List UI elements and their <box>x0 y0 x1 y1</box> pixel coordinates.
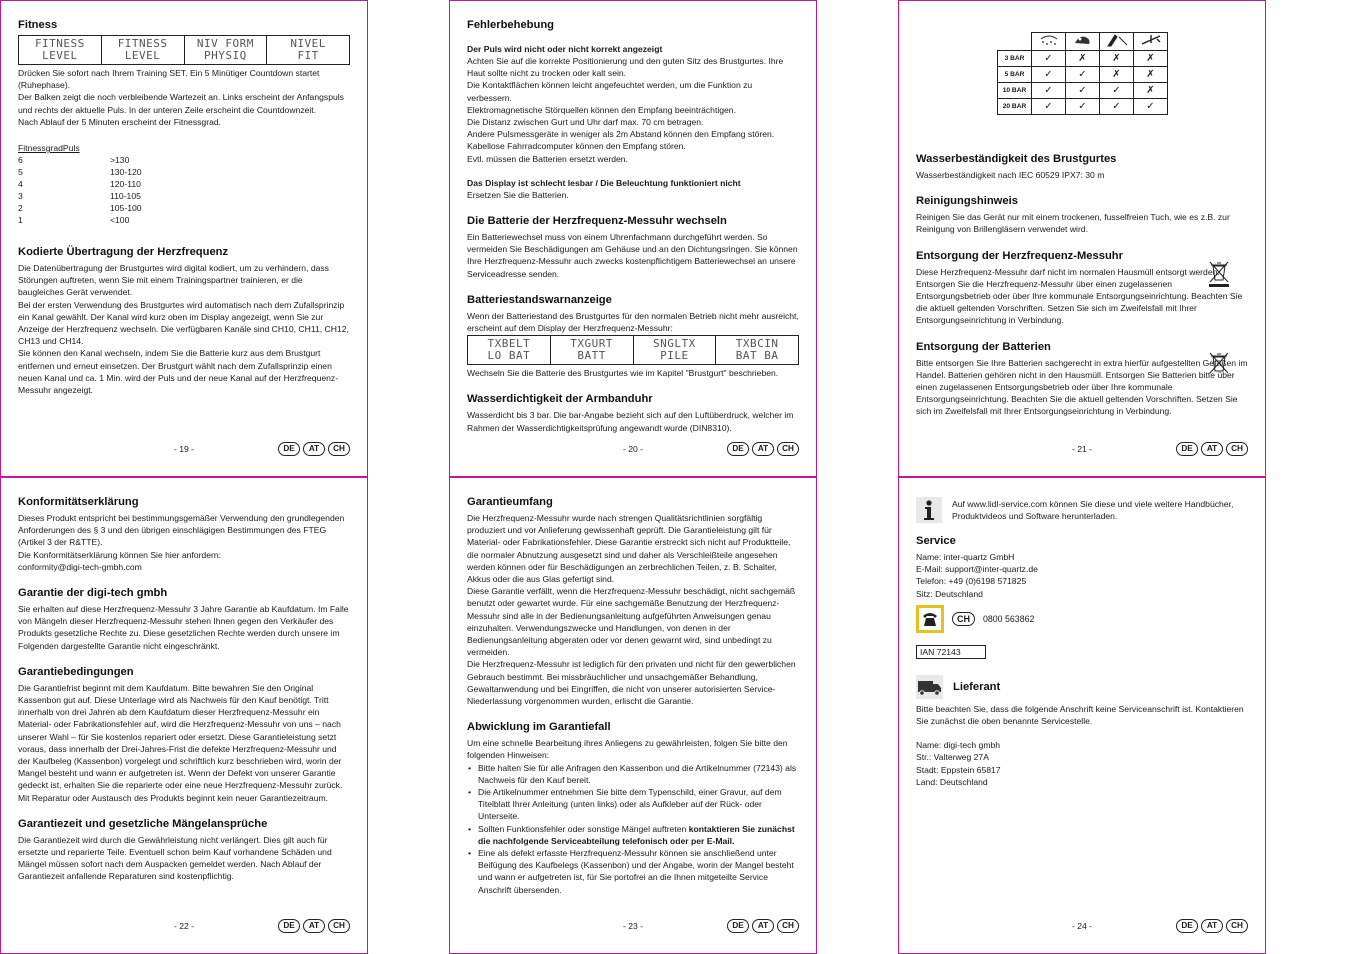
check-cell: ✓ <box>1032 83 1066 99</box>
check-cell: ✗ <box>1134 83 1168 99</box>
section-title: Garantie der digi-tech gmbh <box>18 587 168 600</box>
table-cell: 4 <box>18 179 23 190</box>
table-cell: 6 <box>18 155 23 166</box>
weee-bin-icon <box>1207 260 1231 288</box>
country-badges <box>727 442 799 456</box>
paragraph: Dieses Produkt entspricht bei bestimmungsgemäßer Verwendung den grundlegenden Anforderungen des § 3 und den übrigen einschlägigen Bestimmungen des FTEG (Artikel 3 der R&TTE). Die Konformitätserklärung können Sie hier anfordern: conformity@digi-tech-gmbh.com <box>18 513 345 572</box>
phone-number: 0800 563862 <box>983 613 1035 624</box>
bar-label: 20 BAR <box>998 99 1032 115</box>
list-item-emphasis: kontaktieren Sie zunächst die nachfolgende Serviceabteilung telefonisch oder per E-Mail. <box>478 823 795 846</box>
table-cell: 5 <box>18 167 23 178</box>
fitness-table <box>18 142 350 226</box>
paragraph: Diese Herzfrequenz-Messuhr darf nicht im normalen Hausmüll entsorgt werden. Entsorgen Sie die Herzfrequenz-Messuhr über einen zugelassenen Entsorgungsbetrieb oder über Ihre kommunale Entsorgungseinrichtung. Beachten Sie die aktuell geltenden Vorschriften. Setzen Sie sich im Zweifelsfall mit Ihrer Entsorgungseinrichtung in Verbindung. <box>916 266 1243 326</box>
paragraph: Um eine schnelle Bearbeitung ihres Anliegens zu gewährleisten, folgen Sie bitte den folgenden Hinweisen: <box>467 738 788 761</box>
table-header: Puls <box>62 143 80 154</box>
check-cell: ✓ <box>1032 51 1066 67</box>
country-badges <box>1176 442 1248 456</box>
lcd-cell: TXGURT BATT <box>551 336 634 364</box>
badge-at: AT <box>752 442 774 456</box>
badge-at: AT <box>1201 442 1223 456</box>
table-cell: 3 <box>18 191 23 202</box>
dive-icon <box>1100 33 1134 51</box>
page-footer <box>899 919 1265 933</box>
list-item: • Eine als defekt erfasste Herzfrequenz-Messuhr können sie anschließend unter Beifügung des Kaufbelegs (Kassenbon) und der Angabe, worin der Mangel besteht und wann er aufgetreten ist, für Sie portofrei an die Ihnen mitgeteilte Service Anschrift übersenden. <box>467 847 799 896</box>
check-cell: ✗ <box>1134 51 1168 67</box>
country-badges <box>278 442 350 456</box>
water-resistance-table <box>997 32 1168 115</box>
lcd-display <box>18 35 350 65</box>
page-19 <box>0 0 368 477</box>
info-text: Auf www.lidl-service.com können Sie diese und viele weitere Handbücher, Produktvideos und Software herunterladen. <box>952 499 1234 522</box>
section-title: Lieferant <box>953 680 1001 693</box>
lcd-cell: FITNESS LEVEL <box>102 36 185 64</box>
bar-label: 10 BAR <box>998 83 1032 99</box>
lcd-cell: TXBCIN BAT BA <box>735 337 779 362</box>
badge-ch: CH <box>1226 919 1248 933</box>
section-title: Garantiebedingungen <box>18 665 134 678</box>
check-cell: ✓ <box>1032 67 1066 83</box>
page-21 <box>898 0 1266 477</box>
list-item: • Die Artikelnummer entnehmen Sie bitte dem Typenschild, einer Gravur, auf dem Titelblatt Ihrer Anleitung (unten links) oder als Aufkleber auf der Rück- oder Unterseite. <box>467 786 799 823</box>
check-cell: ✗ <box>1100 67 1134 83</box>
badge-de: DE <box>727 442 749 456</box>
page-24 <box>898 477 1266 954</box>
page-footer <box>1 442 367 456</box>
bar-label: 5 BAR <box>998 67 1032 83</box>
table-cell: 130-120 <box>110 167 142 178</box>
badge-ch: CH <box>777 919 799 933</box>
page-footer <box>450 442 816 456</box>
paragraph: Die Garantiezeit wird durch die Gewährleistung nicht verlängert. Dies gilt auch für ersetzte und reparierte Teile. Eventuell schon beim Kauf vorhandene Schäden und Mängel müssen sofort nach dem Auspacken gemeldet werden. Nach Ablauf der Garantiezeit anfallende Reparaturen sind kostenpflichtig. <box>18 834 332 882</box>
section-title: Fehlerbehebung <box>467 19 555 31</box>
check-cell: ✓ <box>1100 83 1134 99</box>
page-number: - 20 - <box>622 444 644 454</box>
section-title: Fitness <box>18 19 58 31</box>
lcd-cell: NIVEL FIT <box>290 37 326 62</box>
list-item <box>467 823 799 847</box>
bullet-list <box>467 762 799 896</box>
badge-ch: CH <box>328 919 350 933</box>
delivery-truck-icon <box>916 675 943 699</box>
list-item-text: Sollten Funktionsfehler oder sonstige Mängel auftreten <box>478 823 689 834</box>
supplier-address: Name: digi-tech gmbh Str.: Valterweg 27A Stadt: Eppstein 65817 Land: Deutschland <box>916 740 1001 787</box>
ian-number: IAN 72143 <box>916 645 986 659</box>
section-title: Abwicklung im Garantiefall <box>467 721 611 734</box>
badge-at: AT <box>303 919 325 933</box>
table-cell: <100 <box>110 215 130 226</box>
table-header: Fitnessgrad <box>18 143 63 154</box>
section-title: Wasserbeständigkeit des Brustgurtes <box>916 153 1117 165</box>
paragraph: Achten Sie auf die korrekte Positionierung und den guten Sitz des Brustgurtes. Ihre Haut sollte nicht zu trocken oder kalt sein. Die Kontaktflächen können leicht angefeuchtet werden, um die Funktion zu verbessern. Elektromagnetische Störquellen können den Empfang beeinträchtigen. Die Distanz zwischen Gurt und Uhr darf max. 70 cm betragen. Andere Pulsmessgeräte in weniger als 2m Abstand können den Empfang stören. Kabellose Fahrradcomputer können den Empfang stören. Evtl. müssen die Batterien ersetzt werden. <box>467 56 784 164</box>
badge-ch: CH <box>777 442 799 456</box>
country-badges <box>1176 919 1248 933</box>
country-code-badge: CH <box>952 612 975 626</box>
paragraph: Wasserbeständigkeit nach IEC 60529 IPX7: 30 m <box>916 170 1105 180</box>
table-cell: 120-110 <box>110 179 141 190</box>
page-22 <box>0 477 368 954</box>
subsection-title: Das Display ist schlecht lesbar / Die Beleuchtung funktioniert nicht <box>467 177 741 188</box>
section-title: Wasserdichtigkeit der Armbanduhr <box>467 393 653 406</box>
table-cell: >130 <box>110 155 130 166</box>
check-cell: ✓ <box>1032 99 1066 115</box>
paragraph: Reinigen Sie das Gerät nur mit einem trockenen, fusselfreien Tuch, wie es z.B. zur Reinigung von Brillengläsern verwendet wird. <box>916 212 1230 235</box>
bar-label: 3 BAR <box>998 51 1032 67</box>
badge-at: AT <box>303 442 325 456</box>
page-number: - 24 - <box>1071 921 1093 931</box>
page-number: - 23 - <box>622 921 644 931</box>
lcd-cell: TXBELT LO BAT <box>468 336 551 364</box>
paragraph: Die Datenübertragung der Brustgurtes wird digital kodiert, um zu verhindern, dass Störungen auftreten, wenn Sie mit einem Trainingspartner trainieren, er die baugleiches Gerät verwendet. Bei der ersten Verwendung des Brustgurtes wird automatisch nach dem Zufallsprinzip ein Kanal gewählt. Der Kanal wird kurz oben im Display angezeigt, wenn Sie zur Anzeige der Herzfrequenz wechseln. Die verfügbaren Kanäle sind CH10, CH11, CH12, CH13 und CH14. Sie können den Kanal wechseln, indem Sie die Batterie kurz aus dem Brustgurt entfernen und erneut einsetzen. Der Brustgurt wählt nach dem Zufallsprinzip einen neuen Kanal und ca. 1 Min. wird der Puls und der neue Kanal auf der Herzfrequenz-Messuhr angezeigt. <box>18 263 349 396</box>
shower-icon <box>1032 33 1066 51</box>
badge-ch: CH <box>328 442 350 456</box>
check-cell: ✗ <box>1100 51 1134 67</box>
paragraph: Sie erhalten auf diese Herzfrequenz-Messuhr 3 Jahre Garantie ab Kaufdatum. Im Falle von Mängeln dieser Herzfrequenz-Messuhr stehen Ihnen gegen den Verkäufer des Produkts gesetzliche Rechte zu. Diese gesetzlichen Rechte werden durch unsere im Folgenden dargestellte Garantie nicht eingeschränkt. <box>18 604 349 651</box>
country-badges <box>278 919 350 933</box>
badge-de: DE <box>278 919 300 933</box>
section-title: Batteriestandswarnanzeige <box>467 293 612 306</box>
page-footer <box>1 919 367 933</box>
paragraph: Wenn der Batteriestand des Brustgurtes für den normalen Betrieb nicht mehr ausreicht, erscheint auf dem Display der Herzfrequenz-Messuhr: <box>467 310 799 334</box>
subsection-title: Der Puls wird nicht oder nicht korrekt angezeigt <box>467 44 663 54</box>
section-title: Reinigungshinweis <box>916 195 1018 208</box>
page-number: - 21 - <box>1071 444 1093 454</box>
section-title: Konformitätserklärung <box>18 496 139 508</box>
list-item: • Bitte halten Sie für alle Anfragen den Kassenbon und die Artikelnummer (72143) als Nachweis für den Kauf bereit. <box>467 762 799 786</box>
check-cell: ✓ <box>1066 83 1100 99</box>
paragraph: Die Herzfrequenz-Messuhr wurde nach strengen Qualitätsrichtlinien sorgfältig produziert und vor Anlieferung gewissenhaft geprüft. Die Garantieleistung gilt für Material- oder Fabrikationsfehler. Diese Garantie erstreckt sich nicht auf Produktteile, die normaler Abnutzung ausgesetzt sind und daher als Verschleißteile angesehen werden können oder für Beschädigungen an zerbrechlichen Teilen, z. B. Schalter, Akkus oder die aus Glas gefertigt sind. Diese Garantie verfällt, wenn die Herzfrequenz-Messuhr beschädigt, nicht sachgemäß benutzt oder gewartet wurde. Für eine sachgemäße Benutzung der Herzfrequenz-Messuhr sind alle in der Bedienungsanleitung aufgeführten Anweisungen genau einzuhalten. Verwendungszwecke und Handlungen, von denen in der Bedienungsanleitung abgeraten oder vor denen gewarnt wird, sind unbedingt zu vermeiden. Die Herzfrequenz-Messuhr ist lediglich für den privaten und nicht für den gewerblichen Gebrauch bestimmt. Bei missbräuchlicher und unsachgemäßer Behandlung, Gewaltanwendung und bei Eingriffen, die nicht von unserer autorisierten Service-Niederlassung vorgenommen wurden, erlischt die Garantie. <box>467 513 796 707</box>
paragraph: Bitte beachten Sie, dass die folgende Anschrift keine Serviceanschrift ist. Kontaktieren Sie zunächst die oben benannte Servicestelle. <box>916 703 1244 727</box>
badge-de: DE <box>1176 442 1198 456</box>
page-footer <box>450 919 816 933</box>
check-cell: ✓ <box>1134 99 1168 115</box>
section-title: Garantieumfang <box>467 496 553 508</box>
lcd-battery-display <box>467 335 799 365</box>
service-address: Name: inter-quartz GmbH E-Mail: support@inter-quartz.de Telefon: +49 (0)6198 571825 Sitz: Deutschland <box>916 552 1038 599</box>
battery-bin-icon <box>1207 351 1231 379</box>
paragraph: Drücken Sie sofort nach Ihrem Training SET. Ein 5 Minütiger Countdown startet (Ruhephase). Der Balken zeigt die noch verbleibende Wartezeit an. Links erscheint der Anfangspuls und rechts der aktuelle Puls. In der unteren Zeile erscheint die Countdownzeit. Nach Ablauf der 5 Minuten erscheint der Fitnessgrad. <box>18 68 344 127</box>
check-cell: ✓ <box>1066 67 1100 83</box>
badge-ch: CH <box>1226 442 1248 456</box>
phone-icon <box>916 605 944 633</box>
badge-de: DE <box>727 919 749 933</box>
lcd-cell: FITNESS LEVEL <box>19 36 102 64</box>
paragraph: Ersetzen Sie die Batterien. <box>467 189 569 200</box>
paragraph: Wechseln Sie die Batterie des Brustgurtes wie im Kapitel "Brustgurt" beschrieben. <box>467 368 779 379</box>
paragraph: Die Garantiefrist beginnt mit dem Kaufdatum. Bitte bewahren Sie den Original Kassenbon gut auf. Diese Unterlage wird als Nachweis für den Kauf benötigt. Tritt innerhalb von drei Jahren ab dem Kaufdatum dieser Herzfrequenz-Messuhr ein Material- oder Fabrikationsfehler auf, wird die Herzfrequenz-Messuhr von uns – nach unserer Wahl – für Sie kostenlos repariert oder ersetzt. Diese Garantieleistung setzt voraus, dass innerhalb der Drei-Jahres-Frist die defekte Herzfrequenz-Messuhr und der Kaufbeleg (Kassenbon) vorgelegt und schriftlich kurz beschrieben wird, worin der Mangel besteht und wann er aufgetreten ist. Wenn der Defekt von unserer Garantie gedeckt ist, erhalten Sie die reparierte oder eine neue Herzfrequenz-Messuhr zurück. Mit Reparatur oder Austausch des Produkts beginnt kein neuer Garantiezeitraum. <box>18 682 343 803</box>
section-title: Garantiezeit und gesetzliche Mängelansprüche <box>18 817 268 830</box>
table-cell: 2 <box>18 203 23 214</box>
check-cell: ✗ <box>1134 67 1168 83</box>
country-badges <box>727 919 799 933</box>
check-cell: ✓ <box>1066 99 1100 115</box>
badge-at: AT <box>1201 919 1223 933</box>
badge-de: DE <box>278 442 300 456</box>
table-cell: 1 <box>18 215 23 226</box>
info-icon <box>916 497 942 523</box>
badge-at: AT <box>752 919 774 933</box>
swim-icon <box>1066 33 1100 51</box>
check-cell: ✗ <box>1066 51 1100 67</box>
badge-de: DE <box>1176 919 1198 933</box>
page-20 <box>449 0 817 477</box>
paragraph: Wasserdicht bis 3 bar. Die bar-Angabe bezieht sich auf den Luftüberdruck, welcher im Rahmen der Wasserdichtigkeitsprüfung angewandt wurde (DIN8310). <box>467 410 794 433</box>
page-number: - 19 - <box>173 444 195 454</box>
page-23 <box>449 477 817 954</box>
page-number: - 22 - <box>173 921 195 931</box>
lcd-cell: NIV FORM PHYSIQ <box>185 36 268 64</box>
table-cell: 110-105 <box>110 191 141 202</box>
page-footer <box>899 442 1265 456</box>
section-title: Die Batterie der Herzfrequenz-Messuhr wechseln <box>467 215 727 228</box>
table-cell: 105-100 <box>110 203 142 214</box>
paragraph: Ein Batteriewechsel muss von einem Uhrenfachmann durchgeführt werden. So vermeiden Sie Beschädigungen am Gehäuse und an den Dichtungsringen. Sie können Ihre Herzfrequenz-Messuhr auch zwecks kostenpflichtigem Batteriewechsel an unsere Serviceadresse senden. <box>467 232 798 279</box>
scuba-icon <box>1134 33 1168 51</box>
section-title: Kodierte Übertragung der Herzfrequenz <box>18 246 229 259</box>
section-title: Service <box>916 535 956 547</box>
section-title: Entsorgung der Herzfrequenz-Messuhr <box>916 249 1123 262</box>
lcd-cell: SNGLTX PILE <box>634 336 717 364</box>
paragraph: Bitte entsorgen Sie Ihre Batterien sachgerecht in extra hierfür aufgestellten Gefäßen im Handel. Batterien gehören nicht in den Hausmüll. Entsorgen Sie Batterien bitte über einen zugelassenen Entsorgungsbetrieb oder über Ihre kommunale Entsorgungseinrichtung. Beachten Sie die aktuell geltenden Vorschriften. Setzen Sie sich im Zweifelsfall mit Ihrer Entsorgungseinrichtung in Verbindung. <box>916 357 1248 417</box>
check-cell: ✓ <box>1100 99 1134 115</box>
section-title: Entsorgung der Batterien <box>916 340 1051 353</box>
